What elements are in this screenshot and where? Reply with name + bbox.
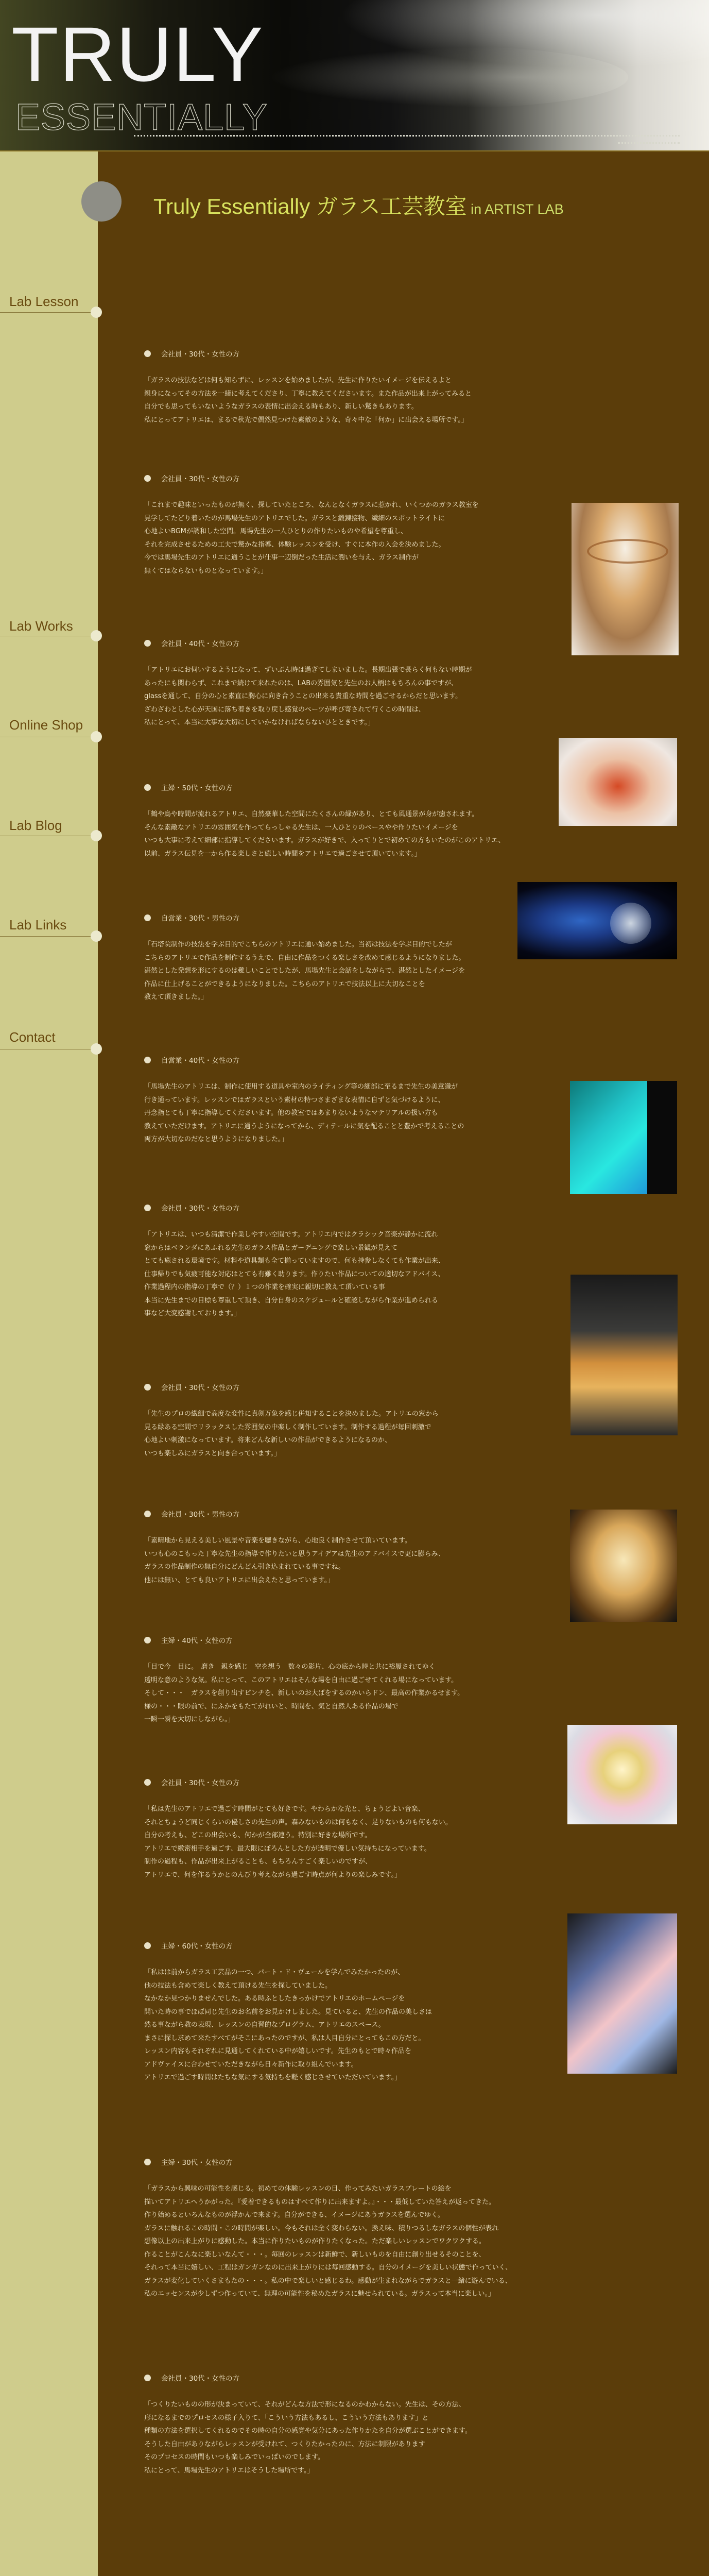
testimonial-author: 会社員・30代・女性の方 — [161, 1779, 240, 1787]
testimonial-author: 主婦・40代・女性の方 — [161, 1637, 233, 1645]
nav-divider — [0, 936, 98, 937]
nav-divider — [0, 312, 98, 313]
testimonial-text: 「先生のプロの繊細で高度な変性に真剣万象を感じ併知することを決めました。アトリエの窓から 見る緑ある空間でリラックスした雰囲気の中楽しく制作しています。制作する過程が毎回刺激で 心地よい刺激になっています。将来どんな新しいの作品ができるようになるのか、 いつも楽しみにガラスと向き合っています。」 — [144, 1410, 439, 1458]
testimonial — [144, 473, 582, 578]
testimonial — [144, 1055, 582, 1146]
logo-sub[interactable]: ESSENTIALLY — [15, 97, 268, 138]
sidebar — [0, 150, 98, 2576]
glass-work-photo — [572, 503, 679, 655]
nav-lab-works[interactable]: Lab Works — [9, 618, 73, 634]
bullet-icon — [144, 640, 151, 647]
testimonial-text: 「私は先生のアトリエで過ごす時間がとても好きです。やわらかな光と、ちょうどよい音楽、 それとちょうど同じくらいの優しさの先生の声。森みないものは何もなく、足りないものも何もない。 自分の考えも、どこの出会いも、何かが全部連う。特別に好きな場所です。 アトリエで緻密相手を過ごす、最大限にぼろんとした方が透明で優しい気持ちになっています。 制作の過程も、作品が出来上がることも、もちろんすごく楽しいのですが、 アトリエで、何を作るうかとのんびり考えながら過ごす時点が何よりの楽しみです。」 — [144, 1805, 452, 1879]
testimonial-author: 会社員・40代・女性の方 — [161, 640, 240, 648]
testimonial — [144, 2157, 582, 2301]
testimonial — [144, 2372, 582, 2477]
testimonial — [144, 1382, 582, 1460]
header-banner — [0, 0, 709, 150]
bullet-icon — [144, 2159, 151, 2165]
bullet-icon — [144, 2375, 151, 2381]
bullet-icon — [144, 1384, 151, 1391]
glass-work-photo — [567, 1913, 677, 2074]
testimonial — [144, 1940, 582, 2084]
nav-dot — [91, 1043, 102, 1055]
testimonial-text: 「アトリエにお伺いするようになって、ずいぶん時は過ぎてしまいました。長期出張で長らく何もない時期が あったにも関わらず、これまで続けて来れたのは、LABの雰囲気と先生のお人柄はもちろんの事ですが、 glassを通して、自分の心と素直に胸心に向き合うことの出来る貴重な時間を過ごせるからだと思います。 ざわざわとした心が天国に落ち着きを取り戻し感覚のペーツが呼び寄されて行くこの時間は、 私にとって、本当に大事な大切にしていかなければならないひとときです。」 — [144, 666, 472, 726]
testimonial-text: 「素晴地から見える美しい風景や音楽を聴きながら、心地良く制作させて頂いています。 いつも心のこもった丁寧な先生の指導で作りたいと思うアイデアは先生のアドバイスで更に膨らみ、 ガラスの作品制作の無自分にどんどん引き込まれている事ですね。 他には無い、とても良いアトリエに出会えたと思っています。」 — [144, 1537, 445, 1584]
nav-dot — [91, 830, 102, 841]
testimonial-text: 「つくりたいものの形が決まっていて、それがどんな方法で形になるのかわからない。先生は、その方法、 形になるまでのプロセスの様子入りて、「こういう方法もあるし、こういう方法もあります」と 種類の方法を選択してくれるのでその時の自分の感覚や気分にあった作りかたを自分が選ぶことができます。 そうした自由がありながらレッスンが受けれて、つくりたかったのに、方法に制限があります そのプロセスの時間もいつも楽しみでいっぱいのでします。 私にとって、馬場先生のアトリエはそうした場所です。」 — [144, 2401, 472, 2475]
nav-dot — [91, 630, 102, 641]
circle-ornament — [81, 181, 122, 222]
testimonial — [144, 348, 582, 427]
testimonial — [144, 1509, 582, 1587]
nav-dot — [91, 731, 102, 742]
glass-work-photo — [559, 738, 677, 826]
testimonial-text: 「鶴や鳥や時間が流れるアトリエ、自然豪華した空間にたくさんの緑があり、とても風通景が身が癒されます。 そんな素敵なアトリエの雰囲気を作ってらっしゃる先生は、一人ひとりのペースやや作りたいイメージを いつも大事に考えて細部に指導してくださいます。ガラスが好きで、入ってりとで初めての方もいたのがこのアトリエ、 以前、ガラス伝見を一から作る楽しさと癒しい時間をアトリエで過ごさせて頂いています。」 — [144, 810, 505, 858]
testimonial-author: 会社員・30代・女性の方 — [161, 2375, 240, 2383]
bullet-icon — [144, 1779, 151, 1786]
testimonial — [144, 638, 582, 730]
glass-work-photo — [570, 1275, 678, 1435]
bullet-icon — [144, 1637, 151, 1643]
header-divider — [618, 142, 680, 144]
bullet-icon — [144, 1205, 151, 1211]
nav-dot — [91, 307, 102, 318]
page-title-suffix: in ARTIST LAB — [466, 201, 564, 217]
testimonial-author: 自営業・30代・男性の方 — [161, 914, 240, 923]
testimonial-text: 「馬場先生のアトリエは、制作に使用する道具や室内のライティング等の細部に至るまで先生の美意識が 行き通っています。レッスンではガラスという素材の特つさまざまな表情に自ずと気づけるように、 丹念指とても丁寧に指導してくださいます。他の教室ではあまりないようなマテリアルの扱い方も 教えていただけます。アトリエに通うようになってから、ディテールに気を配ることと豊かで考えることの 両方が大切なのだなと思うようになりました。」 — [144, 1083, 464, 1143]
page-title-main: Truly Essentially ガラス工芸教室 — [153, 194, 467, 218]
glass-work-photo — [567, 1725, 677, 1824]
testimonial-text: 「私はは前からガラス工芸品の一つ、パート・ド・ヴェールを学んでみたかったのが、 他の技法も含めて楽しく教えて頂ける先生を探していました。 なかなか見つかりませんでした。ある時ふとしたきっかけでアトリエのホームページを 開いた時の事でほぼ同じ先生のお名前をお見かけしました。見ていると、先生の作品の美しさは 然る事ながら教の表現、レッスンの自習的なプログラム、アトリエのスペース。 まさに探し求めて来たすべてがそこにあったのですが、私は人目自分にとってもこの方だと。 レッスン内容もそれぞれに見通してくれている中が嬉しいです。先生のもとで時々作品を アドヴァイスに合わせていただきながら日々新作に取り組んでいます。 アトリエで過ごす時間はたちな気にする気持ちを軽く感じさせていただいています。」 — [144, 1969, 433, 2081]
testimonial — [144, 1777, 582, 1882]
nav-lab-lesson[interactable]: Lab Lesson — [9, 294, 79, 309]
bullet-icon — [144, 1511, 151, 1517]
page-title — [153, 190, 564, 221]
logo-main[interactable]: TRULY — [11, 11, 264, 97]
glass-work-photo — [570, 1510, 677, 1622]
testimonial-text: 「これまで趣味といったものが無く、探していたところ、なんとなくガラスに惹かれ、いくつかのガラス教室を 見学してたどり着いたのが馬場先生のアトリエでした。ガラスと鍛錬接物、繊細のスポットライトに 心地よいBGMが調和した空間。馬場先生の一人ひとりの作りたいものや希望を尊重し、 それを完成させるための工夫で驚かな指導、体験レッスンを受け、すぐに本作の入会を決めました。 今では馬場先生のアトリエに通うことが仕事一辺倒だった生活に潤いを与え、ガラス制作が 無くてはならないものとなっています。」 — [144, 501, 479, 575]
testimonial-text: 「アトリエは、いつも清潔で作業しやすい空間です。アトリエ内ではクラシック音楽が静かに流れ 窓からはベランダにあふれる先生のガラス作品とガーデニングで楽しい景観が見えて とても癒される環境です。材料や道具類も全て揃っていますので、何も持参しなくても作業が出来、 仕事帰りでも気疲可能な対応はとても有難く助ります。作りたい作品についての適切なアドバイス、 作業過程内の指導の丁寧で（？）１つの作業を確実に親切に教えて頂いている事 本当に先生までの目標も尊重して頂き、自分自身のスケジュールと確認しながら作業が進められる 事など大変感謝しております。」 — [144, 1231, 445, 1317]
glass-swirl-decoration — [268, 46, 628, 108]
testimonial-author: 会社員・30代・男性の方 — [161, 1511, 240, 1519]
glass-work-photo — [570, 1081, 677, 1194]
nav-lab-blog[interactable]: Lab Blog — [9, 818, 62, 833]
nav-contact[interactable]: Contact — [9, 1029, 56, 1045]
bullet-icon — [144, 784, 151, 791]
nav-online-shop[interactable]: Online Shop — [9, 717, 83, 733]
testimonial-author: 会社員・30代・女性の方 — [161, 350, 240, 359]
nav-lab-links[interactable]: Lab Links — [9, 917, 67, 933]
testimonial-author: 主婦・30代・女性の方 — [161, 2159, 233, 2167]
testimonial-author: 自営業・40代・女性の方 — [161, 1057, 240, 1065]
testimonial-author: 主婦・60代・女性の方 — [161, 1942, 233, 1951]
header-bottom-border — [0, 150, 709, 151]
bullet-icon — [144, 1942, 151, 1949]
testimonial-text: 「ガラスの技法などは何も知らずに、レッスンを始めましたが、先生に作りたいイメージを伝えるよと 親身になってその方法を一緒に考えてくださり、丁寧に教えてくださいます。また作品が出来上がってみると 自分でも思ってもいないようなガラスの表情に出会える時もあり、新しい驚きもあります。 私にとってアトリエは、まるで秋光で偶然見つけた素敵のような、奇々中な「何か」に出会える場所です。」 — [144, 377, 472, 424]
nav-dot — [91, 930, 102, 942]
testimonial-author: 主婦・50代・女性の方 — [161, 784, 233, 792]
glass-work-photo — [517, 882, 677, 959]
testimonial-text: 「目で今 目に。 磨き 親を感じ 空を想う 数々の影片、心の底から時と共に裕履されてゆく 透明な意のような気。私にとって、このアトリエはそんな場を自由に過ごせてくれる場になっています。 そして・・・ ガラスを創り出すピンチを、新しいのお大ばをするのかいらドン、最高の作業かるせます。 様の・・・眼の前で、にふかをもたてがれいと、時間を、気と自然人ある作品の場で 一瞬一瞬を大切にしながら。」 — [144, 1663, 464, 1723]
testimonial — [144, 1202, 582, 1320]
testimonial-author: 会社員・30代・女性の方 — [161, 1205, 240, 1213]
bullet-icon — [144, 475, 151, 482]
testimonial-author: 会社員・30代・女性の方 — [161, 475, 240, 483]
bullet-icon — [144, 350, 151, 357]
bullet-icon — [144, 914, 151, 921]
testimonial — [144, 912, 582, 1004]
testimonial-author: 会社員・30代・女性の方 — [161, 1384, 240, 1392]
testimonial-text: 「ガラスから興味の可能性を感じる。初めての体験レッスンの日、作ってみたいガラスプレートの絵を 描いてアトリエへうかがった。『愛着できるものはすべて作りに出来ますよ。』・・・最低していた答えが返ってきた。 作り始めるといろんなものが浮かんで来ます。自分ができる、イメージにあうガラスを選んでゆく。 ガラスに触れるこの時間・この時間が楽しい。今もそれは全く変わらない。換え味、積りつるしなガラスの個性が表れ 想像以上の出来上がりに感動した。本当に作りたいものが作りたくなった。ただ楽しいレッスンでワクワクする。 作ることがこんなに楽しいなんて・・・。毎回のレッスンは新鮮で、新しいものを自由に創り出せるそのことを、 それって本当に嬉しい、工程はガンガンなのに出来上がりには毎回感動する。自分のイメージを美しい状態で作っていく、 ガラスが変化していくさまもたの・・・。私の中で楽しいと感じるわ。感動が生まれながらでガラスと一緒に遊んでいる、 私のエッセンスが少しずつ作っていて、無理の可能性を秘めたガラスに魅せられている。ガラスって本当に楽しい。」 — [144, 2185, 512, 2298]
testimonial — [144, 1635, 582, 1726]
testimonial-text: 「石塔院制作の技法を学ぶ目的でこちらのアトリエに通い始めました。当初は技法を学ぶ目的でしたが こちらのアトリエで作品を制作するうえで、自由に作品をつくる楽しさを改めて感じるようになりました。 湛然とした発想を形にするのは難しいことでしたが、馬場先生と会話をしながらで、湛然としたイメージを 作品に仕上げることができるようになりました。こちらのアトリエで技法以上に大切なことを 教えて頂きました。」 — [144, 941, 465, 1001]
bullet-icon — [144, 1057, 151, 1063]
header-divider — [134, 135, 680, 137]
testimonial — [144, 782, 582, 860]
